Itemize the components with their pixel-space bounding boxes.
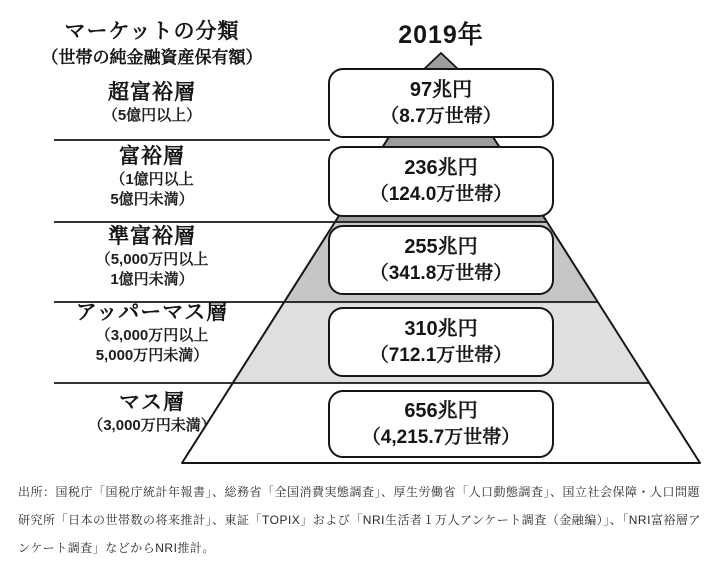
tier-range-line2: 5億円未満） (110, 191, 194, 208)
value-box-mass (328, 390, 554, 458)
value-box-cho-fuyuso (328, 68, 554, 138)
value-box-fuyuso (328, 146, 554, 217)
tier-name: 準富裕層 (108, 225, 196, 248)
year-title: 2019年 (398, 21, 484, 49)
tier-range-line1: （5,000万円以上 (95, 251, 209, 268)
tier-name: 富裕層 (119, 145, 185, 168)
tier-range-line1: （1億円以上 (110, 171, 194, 188)
households-value: （4,215.7万世帯） (361, 426, 521, 448)
tier-label-cho-fuyuso (20, 80, 284, 126)
tier-label-mass (20, 390, 284, 436)
assets-value: 255兆円 (404, 235, 478, 258)
tier-range-line2: 5,000万円未満） (95, 347, 209, 364)
tier-range-line1: （5億円以上） (102, 107, 202, 124)
households-value: （8.7万世帯） (380, 105, 502, 127)
assets-value: 97兆円 (409, 78, 473, 101)
tier-name: 超富裕層 (108, 81, 196, 104)
tier-name: マス層 (119, 391, 185, 414)
households-value: （124.0万世帯） (369, 184, 513, 206)
value-box-upper-mass (328, 307, 554, 377)
tier-range-line1: （3,000万円未満） (88, 417, 216, 434)
assets-value: 656兆円 (404, 399, 478, 422)
value-box-jun-fuyuso (328, 225, 554, 295)
assets-value: 236兆円 (404, 157, 478, 180)
households-value: （712.1万世帯） (369, 344, 513, 366)
tier-name: アッパーマス層 (75, 301, 229, 324)
source-note: 出所：国税庁「国税庁統計年報書」、総務省「全国消費実態調査」、厚生労働省「人口動態調査」、国立社会保障・人口問題研究所「日本の世帯数の将来推計」、東証「TOPIX」および「NRI生活者１万人アンケート調査（金融編）」、「NRI富裕層アンケート調査」などからNRI推計。 (18, 485, 701, 556)
tier-range-line2: 1億円未満） (110, 271, 194, 288)
tier-label-jun-fuyuso (20, 224, 284, 290)
classification-title: マーケットの分類 (64, 20, 240, 43)
assets-value: 310兆円 (404, 317, 478, 340)
classification-subtitle: （世帯の純金融資産保有額） (41, 48, 263, 67)
tier-label-upper-mass (20, 300, 284, 366)
tier-label-fuyuso (20, 144, 284, 210)
households-value: （341.8万世帯） (369, 262, 513, 284)
tier-range-line1: （3,000万円以上 (95, 327, 209, 344)
